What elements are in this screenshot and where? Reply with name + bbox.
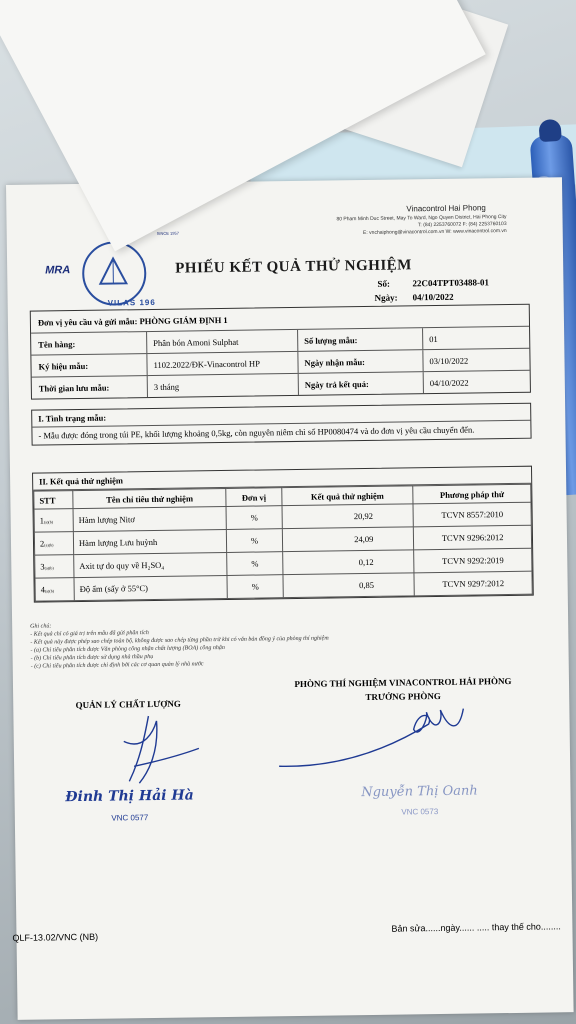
row-unit: %	[227, 552, 283, 576]
return-date-label: Ngày trả kết quả:	[299, 372, 424, 395]
quantity-label: Số lượng mẫu:	[298, 328, 423, 351]
company-name: Vinacontrol Hai Phong	[406, 203, 486, 214]
vilas-number: VILAS 196	[107, 297, 156, 308]
phone-line: T: (84) 2253760072 F: (84) 2253760103	[417, 221, 507, 229]
storage-time-value: 3 tháng	[148, 374, 299, 397]
row-method: TCVN 9296:2012	[414, 525, 532, 550]
row-unit: %	[227, 575, 283, 599]
row-method: TCVN 8557:2010	[413, 502, 531, 527]
note-line: - (a) Chỉ tiêu phân tích được Văn phòng công nhận chất lượng (BOA) công nhận	[30, 644, 225, 654]
row-stt: 4	[40, 584, 45, 595]
col-result: Kết quả thử nghiệm	[282, 486, 414, 506]
note-line: - (b) Chỉ tiêu phân tích được sử dụng nhà thầu phụ	[30, 653, 154, 662]
received-date-label: Ngày nhận mẫu:	[298, 350, 423, 373]
sample-code-value: 1102.2022/ĐK-Vinacontrol HP	[147, 352, 298, 375]
storage-time-label: Thời gian lưu mẫu:	[32, 376, 148, 399]
row-result: 24,09	[282, 527, 414, 552]
manager-code: VNC 0577	[111, 813, 149, 823]
sample-info-table	[30, 304, 531, 400]
row-mark: (a)(b)	[44, 588, 55, 594]
row-stt: 2	[39, 538, 45, 549]
head-code: VNC 0573	[401, 807, 439, 817]
company-address	[261, 214, 506, 238]
note-line: - Kết quả chỉ có giá trị trên mẫu đã gửi phân tích	[30, 630, 149, 638]
requester: Đơn vị yêu cầu và gửi mẫu: PHÒNG GIÁM ĐỊNH 1	[37, 314, 228, 328]
sample-condition-section	[31, 403, 531, 446]
row-stt: 3	[40, 561, 45, 572]
col-method: Phương pháp thử	[413, 484, 531, 504]
manager-name: Đinh Thị Hải Hà	[65, 787, 194, 806]
report-date: 04/10/2022	[412, 291, 454, 303]
row-method: TCVN 9297:2012	[414, 571, 532, 596]
notes	[30, 616, 531, 671]
mra-mark: MRA	[45, 264, 71, 277]
col-unit: Đơn vị	[226, 488, 282, 507]
row-unit: %	[226, 506, 282, 530]
row-method: TCVN 9292:2019	[414, 548, 532, 573]
address-line: 80 Pham Minh Duc Street, May To Ward, Ngo Quyen District, Hai Phong City	[336, 214, 507, 223]
col-stt: STT	[34, 491, 73, 510]
product-value: Phân bón Amoni Sulphat	[147, 330, 298, 353]
document-title: PHIẾU KẾT QUẢ THỬ NGHIỆM	[175, 257, 413, 277]
row-result: 0,12	[282, 550, 414, 575]
row-indicator: Hàm lượng Nitơ	[73, 506, 227, 531]
row-result: 0,85	[283, 573, 415, 598]
sample-condition-title: I. Tình trạng mẫu:	[32, 404, 530, 428]
received-date-value: 03/10/2022	[429, 355, 469, 366]
manager-signature	[98, 710, 209, 787]
test-results-section	[32, 466, 534, 603]
notes-title: Ghi chú:	[30, 623, 52, 630]
row-indicator: Axit tự do quy về H₂SO₄	[74, 552, 228, 577]
report-number: 22C04TPT03488-01	[412, 277, 489, 289]
quality-manager-role: QUẢN LÝ CHẤT LƯỢNG	[75, 698, 181, 711]
note-line: - Kết quả này được phép sao chép toàn bộ, không được sao chép từng phần trừ khi có văn bản đồng ý của phòng thí nghiệm	[30, 635, 329, 646]
logo-since: SINCE 1957	[156, 230, 179, 236]
revision-line: Bản sửa......ngày...... ..... thay thế cho........	[391, 921, 561, 934]
lab-name: PHÒNG THÍ NGHIỆM VINACONTROL HẢI PHÒNG	[294, 675, 512, 690]
row-unit: %	[227, 529, 283, 553]
form-code: QLF-13.02/VNC (NB)	[12, 931, 99, 943]
test-report-paper	[6, 177, 574, 1020]
head-signature	[268, 704, 469, 782]
row-indicator: Độ ẩm (sấy ở 55°C)	[74, 575, 228, 600]
row-mark: (a)(b)	[44, 542, 54, 548]
row-stt: 1	[39, 515, 45, 526]
report-number-label: Số:	[377, 278, 391, 289]
col-indicator: Tên chỉ tiêu thử nghiệm	[73, 488, 227, 508]
head-name: Nguyễn Thị Oanh	[361, 783, 478, 801]
results-table	[33, 484, 533, 602]
row-indicator: Hàm lượng Lưu huỳnh	[73, 529, 227, 554]
sample-condition-text: - Mẫu được đóng trong túi PE, khối lượng khoảng 0,5kg, còn nguyên niêm chì số HP0080474 và do đơn vị yêu cầu chuyển đến.	[38, 424, 475, 441]
row-mark: (a)(b)	[43, 519, 54, 525]
return-date-value: 04/10/2022	[429, 377, 469, 388]
row-result: 20,92	[282, 504, 414, 529]
email-line: E: vnchaiphong@vinacontrol.com.vn W: www.vinacontrol.com.vn	[362, 228, 507, 237]
row-mark: (a)(b)	[44, 565, 54, 571]
lab-head-role: TRƯỞNG PHÒNG	[365, 690, 441, 703]
product-label: Tên hàng:	[31, 332, 147, 355]
note-line: - (c) Chỉ tiêu phân tích được chỉ định bởi các cơ quan quản lý nhà nước	[30, 661, 204, 670]
sample-code-label: Ký hiệu mẫu:	[31, 354, 147, 377]
report-date-label: Ngày:	[374, 292, 398, 303]
test-results-title: II. Kết quả thử nghiệm	[33, 467, 531, 491]
quantity-value: 01	[429, 333, 438, 344]
